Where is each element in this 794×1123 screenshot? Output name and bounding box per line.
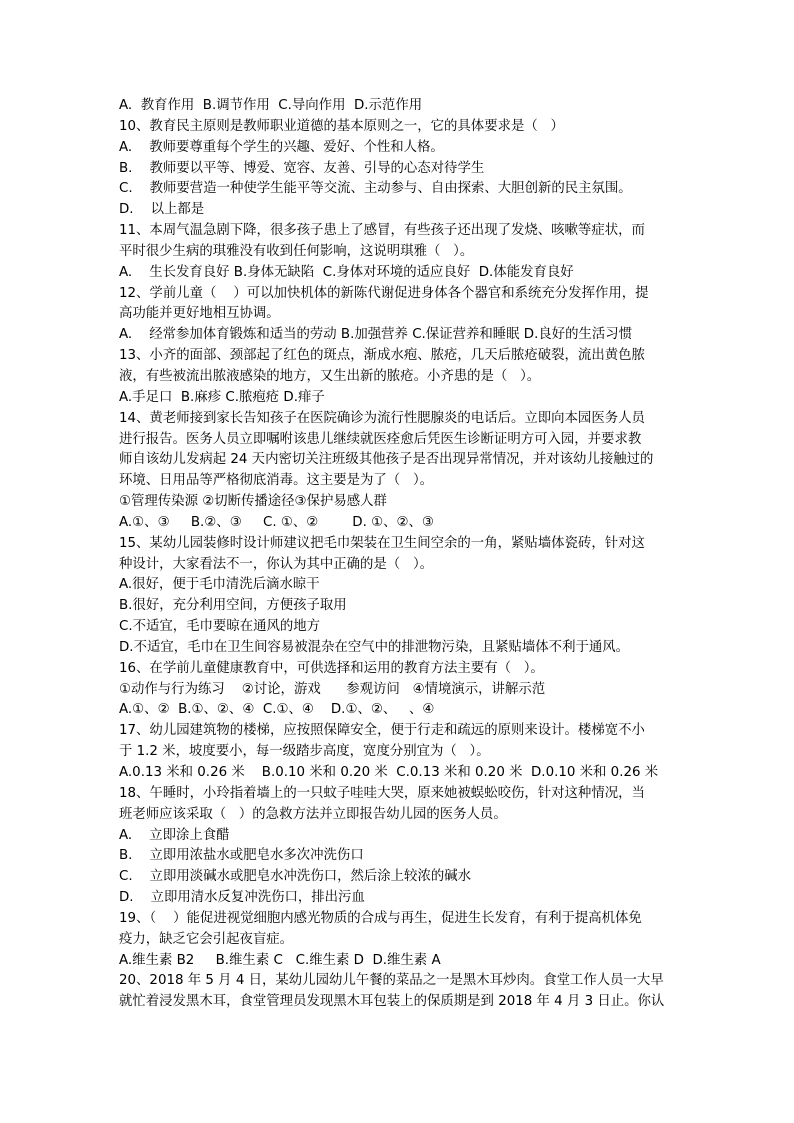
text-line: 16、在学前儿童健康教育中，可供选择和运用的教育方法主要有（ ）。 xyxy=(119,660,544,676)
text-line: B. 教师要以平等、博爱、宽容、友善、引导的心态对待学生 xyxy=(119,160,485,176)
text-line: D. 立即用清水反复冲洗伤口，排出污血 xyxy=(119,890,365,906)
text-line: 平时很少生病的琪雅没有收到任何影响，这说明琪雅（ ）。 xyxy=(119,243,474,259)
text-line: C.不适宜，毛巾要晾在通风的地方 xyxy=(119,619,321,635)
text-line: 疫力，缺乏它会引起夜盲症。 xyxy=(119,931,294,947)
text-line: C. 教师要营造一种使学生能平等交流、主动参与、自由探索、大胆创新的民主氛围。 xyxy=(119,181,632,197)
text-line: B.很好，充分利用空间，方便孩子取用 xyxy=(119,598,347,614)
text-line: D. 以上都是 xyxy=(119,202,205,218)
text-line: 10、教育民主原则是教师职业道德的基本原则之一，它的具体要求是（ ） xyxy=(119,118,564,134)
text-line: 进行报告。医务人员立即嘱咐该患儿继续就医痊愈后凭医生诊断证明方可入园，并要求教 xyxy=(119,431,642,447)
text-line: 20、2018 年 5 月 4 日，某幼儿园幼儿午餐的菜品之一是黑木耳炒肉。食堂工作人员一大早 xyxy=(119,973,664,989)
text-line: 18、午睡时，小玲指着墙上的一只蚊子哇哇大哭，原来她被蜈蚣咬伤，针对这种情况，当 xyxy=(119,785,645,801)
text-line: A.①、② B.①、②、④ C.①、④ D.①、②、 、④ xyxy=(119,702,435,718)
text-line: 14、黄老师接到家长告知孩子在医院确诊为流行性腮腺炎的电话后。立即向本园医务人员 xyxy=(119,410,645,426)
text-line: A. 经常参加体育锻炼和适当的劳动 B.加强营养 C.保证营养和睡眠 D.良好的生活习惯 xyxy=(119,327,633,343)
text-line: A.维生素 B2 B.维生素 C C.维生素 D D.维生素 A xyxy=(119,952,441,968)
text-line: A.①、③ B.②、③ C. ①、② D. ①、②、③ xyxy=(119,514,434,530)
text-line: ①动作与行为练习 ②讨论，游戏 参观访问 ④情境演示，讲解示范 xyxy=(119,681,546,697)
text-line: B. 立即用浓盐水或肥皂水多次冲洗伤口 xyxy=(119,848,364,864)
text-line: 12、学前儿童（ ）可以加快机体的新陈代谢促进身体各个器官和系统充分发挥作用，提 xyxy=(119,285,649,301)
text-line: 17、幼儿园建筑物的楼梯，应按照保障安全，便于行走和疏远的原则来设计。楼梯宽不小 xyxy=(119,723,645,739)
text-line: 19、（ ）能促进视觉细胞内感光物质的合成与再生，促进生长发育，有利于提高机体免 xyxy=(119,910,642,926)
text-line: A.0.13 米和 0.26 米 B.0.10 米和 0.20 米 C.0.13 米和 0.20 米 D.0.10 米和 0.26 米 xyxy=(119,765,659,780)
text-line: 液，有些被流出脓液感染的地方，又生出新的脓疮。小齐患的是（ ）。 xyxy=(119,368,541,384)
text-line: 就忙着浸发黑木耳，食堂管理员发现黑木耳包装上的保质期是到 2018 年 4 月 3 日止。你认 xyxy=(119,994,665,1010)
text-line: 于 1.2 米，坡度要小，每一级踏步高度，宽度分别宜为（ ）。 xyxy=(119,744,490,760)
text-line: 11、本周气温急剧下降，很多孩子患上了感冒，有些孩子还出现了发烧、咳嗽等症状，而 xyxy=(119,223,645,239)
text-line: C. 立即用淡碱水或肥皂水冲洗伤口，然后涂上较浓的碱水 xyxy=(119,869,472,885)
text-line: 高功能并更好地相互协调。 xyxy=(119,306,280,322)
text-line: 班老师应该采取（ ）的急救方法并立即报告幼儿园的医务人员。 xyxy=(119,806,507,822)
text-line: 环境、日用品等严格彻底消毒。这主要是为了（ ）。 xyxy=(119,473,434,489)
text-line: A. 生长发育良好 B.身体无缺陷 C.身体对环境的适应良好 D.体能发育良好 xyxy=(119,264,574,280)
document-page xyxy=(119,96,675,1013)
text-line: A.手足口 B.麻疹 C.脓疱疮 D.痱子 xyxy=(119,389,325,405)
text-line: D.不适宜，毛巾在卫生间容易被混杂在空气中的排泄物污染，且紧贴墙体不利于通风。 xyxy=(119,639,630,655)
text-line: ①管理传染源 ②切断传播途径③保护易感人群 xyxy=(119,494,387,510)
text-line: 师自该幼儿发病起 24 天内密切关注班级其他孩子是否出现异常情况，并对该幼儿接触过的 xyxy=(119,452,654,468)
text-line: 13、小齐的面部、颈部起了红色的斑点，渐成水疱、脓疮，几天后脓疮破裂，流出黄色脓 xyxy=(119,348,645,364)
text-line: 种设计，大家看法不一，你认为其中正确的是（ ）。 xyxy=(119,556,434,572)
text-line: 15、某幼儿园装修时设计师建议把毛巾架装在卫生间空余的一角，紧贴墙体瓷砖，针对这 xyxy=(119,535,645,551)
text-line: A. 教育作用 B.调节作用 C.导向作用 D.示范作用 xyxy=(119,98,423,113)
text-line: A. 立即涂上食醋 xyxy=(119,827,230,843)
text-line: A. 教师要尊重每个学生的兴趣、爱好、个性和人格。 xyxy=(119,139,444,155)
text-line: A.很好，便于毛巾清洗后滴水晾干 xyxy=(119,577,320,593)
